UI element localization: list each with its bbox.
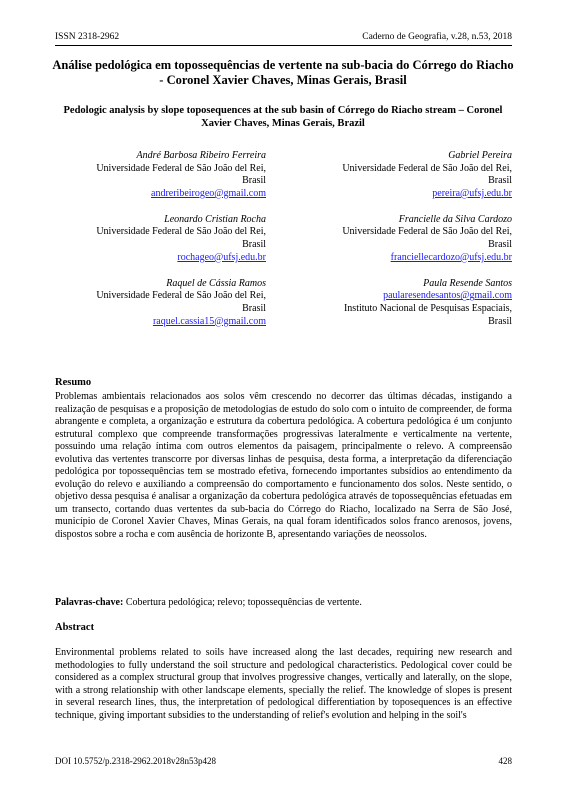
author-name: Francielle da Silva Cardozo: [398, 213, 512, 225]
author-block: [292, 150, 512, 200]
author-email-link[interactable]: rochageo@ufsj.edu.br: [177, 251, 266, 263]
author-country: Brasil: [488, 239, 512, 251]
author-country: Brasil: [488, 175, 512, 187]
resumo-heading: Resumo: [55, 377, 92, 388]
author-name: Leonardo Cristian Rocha: [164, 213, 266, 225]
author-name: Gabriel Pereira: [448, 150, 512, 161]
authors-right-column: [292, 150, 512, 342]
author-block: [46, 214, 266, 264]
author-block: [292, 278, 512, 328]
author-email-link[interactable]: raquel.cassia15@gmail.com: [152, 315, 266, 327]
author-block: [46, 278, 266, 328]
title-portuguese: Análise pedológica em topossequências de vertente na sub-bacia do Córrego do Riacho - Coronel Xavier Chaves, Minas Gerais, Brasil: [52, 58, 514, 87]
author-affiliation: Universidade Federal de São João del Rei,: [96, 162, 266, 174]
author-country: Brasil: [242, 175, 266, 187]
author-affiliation: Universidade Federal de São João del Rei,: [342, 226, 512, 238]
author-email-link[interactable]: pereira@ufsj.edu.br: [432, 187, 512, 199]
author-affiliation: Universidade Federal de São João del Rei,: [96, 226, 266, 238]
abstract-heading: Abstract: [55, 622, 95, 633]
keywords-label: Palavras-chave:: [55, 597, 124, 608]
doi: DOI 10.5752/p.2318-2962.2018v28n53p428: [55, 756, 216, 766]
author-affiliation: Universidade Federal de São João del Rei,: [96, 290, 266, 302]
author-name: Raquel de Cássia Ramos: [166, 277, 266, 289]
resumo-text: Problemas ambientais relacionados aos solos vêm crescendo no decorrer das últimas décadas, instigando a realização de pesquisas e a proposição de metodologias de estudo do solo com o intuito de compreender, de forma abrangente e completa, a organização e estrutura da cobertura pedológica. A cobertura pedológica é um conjunto estrutural complexo que compreende transformações progressivas lateralmente e verticalmente na vertente, possuindo uma relação íntima com outros elementos da paisagem, principalmente o relevo. A compreensão evolutiva das vertentes transcorre por diversas linhas de pesquisa, desta forma, a interpretação da diferenciação pedológica por topossequências tem se mostrado efetiva, fornecendo importantes subsídios ao entendimento da evolução do relevo e auxiliando a compreensão do comportamento e funcionamento dos solos. Neste sentido, o objetivo dessa pesquisa é analisar a organização da cobertura pedológica através de topossequências efetuadas em um transecto, cortando duas vertentes da sub-bacia do Córrego do Riacho, localizado na Serra de São José, município de Coronel Xavier Chaves, Minas Gerais, na qual foram identificados solos franco arenosos, jovens, dispostos sobre a rocha e com ausência de horizonte B, apresentando variações de neossolos.: [55, 391, 512, 541]
abstract-text: Environmental problems related to soils have increased along the last decades, requiring new research and methodologies to fully understand the soil structure and pedological characteristics. Pedological cover could be considered as a complex structural group that involves progressive changes, vertically and laterally, on the slope, with a strong relationship with other landscape elements, specially the relief. The knowledge of slopes is present in several research lines, thus, the interpretation of pedological differentiation by toposequences is an effective technique, giving important subsidies to the understanding of relief's evolution and helping in the soil's: [55, 647, 512, 721]
author-country: Brasil: [488, 315, 512, 327]
author-country: Brasil: [242, 302, 266, 314]
author-block: [292, 214, 512, 264]
issn: ISSN 2318-2962: [55, 32, 120, 42]
page-number: 428: [498, 756, 512, 766]
author-name: Paula Resende Santos: [423, 277, 512, 289]
running-header: [55, 32, 512, 46]
title-english: Pedologic analysis by slope toposequences at the sub basin of Córrego do Riacho stream – Coronel Xavier Chaves, Minas Gerais, Brazil: [63, 105, 503, 129]
author-email-link[interactable]: paularesendesantos@gmail.com: [383, 290, 512, 302]
author-name: André Barbosa Ribeiro Ferreira: [136, 150, 266, 161]
author-email-link[interactable]: andreribeirogeo@gmail.com: [151, 187, 266, 199]
author-affiliation: Universidade Federal de São João del Rei,: [342, 162, 512, 174]
author-email-link[interactable]: franciellecardozo@ufsj.edu.br: [390, 251, 512, 263]
author-country: Brasil: [242, 239, 266, 251]
page-footer: [55, 756, 512, 766]
journal-citation: Caderno de Geografia, v.28, n.53, 2018: [362, 32, 512, 42]
keywords: [55, 597, 512, 608]
keywords-text: Cobertura pedológica; relevo; topossequências de vertente.: [125, 597, 362, 608]
author-block: [46, 150, 266, 200]
authors-left-column: [46, 150, 266, 342]
author-affiliation: Instituto Nacional de Pesquisas Espaciais,: [343, 302, 512, 314]
